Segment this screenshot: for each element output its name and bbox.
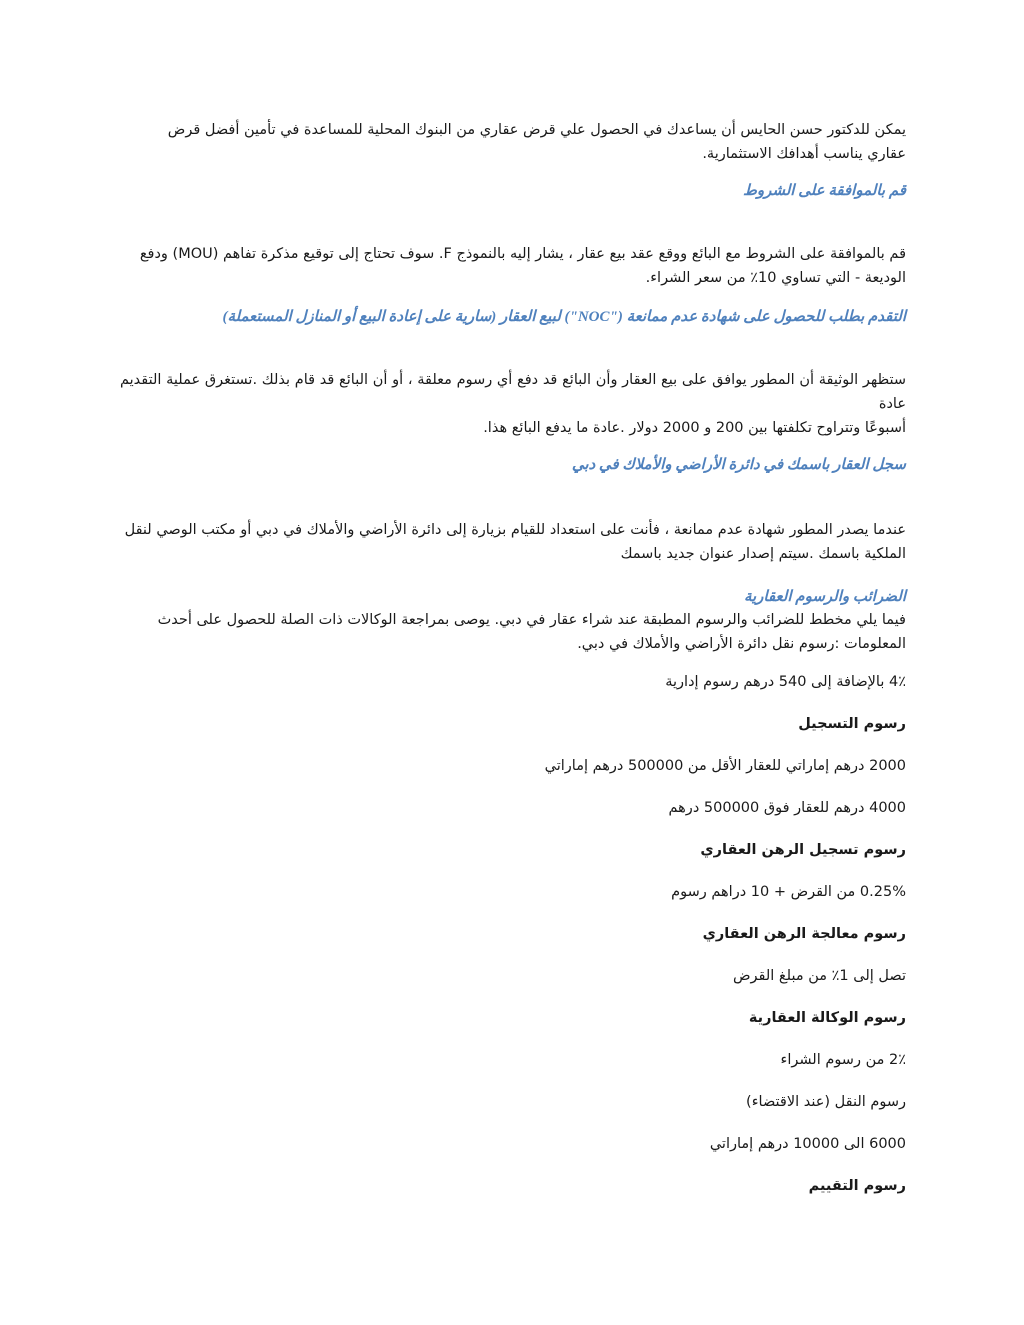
paragraph-register-property — [120, 518, 906, 566]
heading-agree-terms: قم بالموافقة على الشروط — [742, 183, 906, 199]
taxes-line-1: فيما يلي مخطط للضرائب والرسوم المطبقة عند شراء عقار في دبي. يوصى بمراجعة الوكالات ذات الصلة للحصول على أحدث — [157, 612, 906, 628]
intro-paragraph — [120, 118, 906, 166]
noc-line-2: أسبوعًا وتتراوح تكلفتها بين 200 و 2000 دولار .عادة ما يدفع البائع هذا. — [483, 420, 906, 436]
fee-line: رسوم النقل (عند الاقتضاء) — [746, 1094, 906, 1110]
fee-heading: رسوم التسجيل — [798, 716, 906, 732]
fee-line: 2٪ من رسوم الشراء — [780, 1052, 906, 1068]
paragraph-agree-terms — [120, 242, 906, 290]
intro-line-2: عقاري يناسب أهدافك الاستثمارية. — [702, 146, 906, 162]
register-line-2: الملكية باسمك .سيتم إصدار عنوان جديد باسمك — [620, 546, 906, 562]
paragraph-noc — [120, 368, 906, 440]
paragraph-taxes-fees — [120, 608, 906, 656]
heading-register-property: سجل العقار باسمك في دائرة الأراضي والأملاك في دبي — [571, 457, 906, 473]
register-line-1: عندما يصدر المطور شهادة عدم ممانعة ، فأنت على استعداد للقيام بزيارة إلى دائرة الأراضي والأملاك في دبي أو مكتب الوصي لنقل — [124, 522, 906, 538]
fee-heading: رسوم الوكالة العقارية — [748, 1010, 906, 1026]
fees-list — [120, 670, 906, 1198]
taxes-line-2: المعلومات :رسوم نقل دائرة الأراضي والأملاك في دبي. — [577, 636, 906, 652]
fee-heading: رسوم التقييم — [808, 1178, 906, 1194]
intro-line-1: يمكن للدكتور حسن الحايس أن يساعدك في الحصول علي قرض عقاري من البنوك المحلية للمساعدة في تأمين أفضل قرض — [167, 122, 906, 138]
fee-line: 2000 درهم إماراتي للعقار الأقل من 500000 درهم إماراتي — [544, 758, 906, 774]
fee-line: تصل إلى 1٪ من مبلغ القرض — [733, 968, 906, 984]
noc-line-1: ستظهر الوثيقة أن المطور يوافق على بيع العقار وأن البائع قد دفع أي رسوم معلقة ، أو أن البائع قد قام بذلك .تستغرق عملية التقديم عادة — [120, 372, 906, 412]
fee-line: 4000 درهم للعقار فوق 500000 درهم — [668, 800, 906, 816]
heading-noc: التقدم بطلب للحصول على شهادة عدم ممانعة ("NOC") لبيع العقار (سارية على إعادة البيع أو المنازل المستعملة) — [222, 309, 906, 325]
fee-line: 6000 الى 10000 درهم إماراتي — [709, 1136, 906, 1152]
fee-heading: رسوم معالجة الرهن العقاري — [702, 926, 906, 942]
heading-taxes-fees: الضرائب والرسوم العقارية — [743, 589, 906, 605]
document-page — [120, 110, 906, 1216]
fee-heading: رسوم تسجيل الرهن العقاري — [700, 842, 906, 858]
fee-line: 0.25% من القرض + 10 دراهم رسوم — [671, 884, 906, 900]
fee-line: 4٪ بالإضافة إلى 540 درهم رسوم إدارية — [665, 674, 906, 690]
agree-terms-line-1: قم بالموافقة على الشروط مع البائع ووقع عقد بيع عقار ، يشار إليه بالنموذج F. سوف تحتاج إلى توقيع مذكرة تفاهم (MOU) ودفع — [139, 246, 906, 262]
agree-terms-line-2: الوديعة - التي تساوي 10٪ من سعر الشراء. — [645, 270, 906, 286]
